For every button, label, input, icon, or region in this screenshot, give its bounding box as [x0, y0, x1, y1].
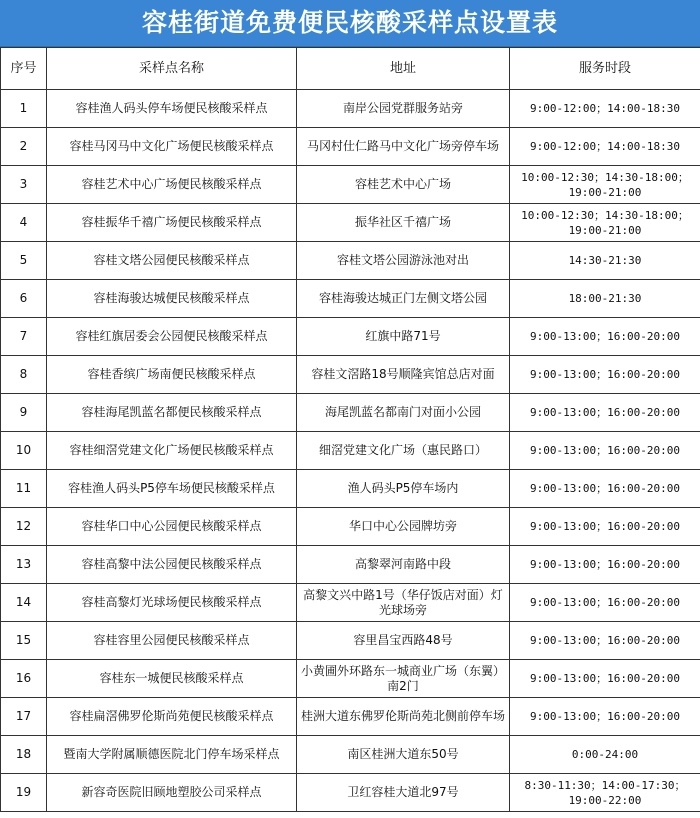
table-row	[1, 394, 700, 432]
table-row	[1, 584, 700, 622]
site-name: 容桂高黎中法公园便民核酸采样点	[47, 546, 297, 584]
service-hours: 8:30-11:30；14:00-17:30；19:00-22:00	[510, 774, 700, 812]
service-hours: 9:00-13:00；16:00-20:00	[510, 356, 700, 394]
service-hours: 10:00-12:30；14:30-18:00；19:00-21:00	[510, 204, 700, 242]
site-address: 容桂文滘路18号顺隆宾馆总店对面	[297, 356, 510, 394]
row-index: 11	[1, 470, 47, 508]
row-index: 4	[1, 204, 47, 242]
site-address: 南区桂洲大道东50号	[297, 736, 510, 774]
row-index: 12	[1, 508, 47, 546]
site-name: 容桂艺术中心广场便民核酸采样点	[47, 166, 297, 204]
table-row	[1, 318, 700, 356]
header-index: 序号	[1, 48, 47, 90]
site-address: 南岸公园党群服务站旁	[297, 90, 510, 128]
site-address: 红旗中路71号	[297, 318, 510, 356]
site-name: 容桂渔人码头停车场便民核酸采样点	[47, 90, 297, 128]
table-row	[1, 280, 700, 318]
site-address: 马冈村仕仁路马中文化广场旁停车场	[297, 128, 510, 166]
table-row	[1, 356, 700, 394]
table-row	[1, 166, 700, 204]
site-address: 振华社区千禧广场	[297, 204, 510, 242]
table-row	[1, 432, 700, 470]
service-hours: 9:00-13:00；16:00-20:00	[510, 432, 700, 470]
table-row	[1, 736, 700, 774]
service-hours: 10:00-12:30；14:30-18:00；19:00-21:00	[510, 166, 700, 204]
site-address: 细滘党建文化广场（惠民路口）	[297, 432, 510, 470]
page-title: 容桂街道免费便民核酸采样点设置表	[0, 0, 700, 47]
site-address: 高黎翠河南路中段	[297, 546, 510, 584]
table-row	[1, 508, 700, 546]
table-row	[1, 128, 700, 166]
site-address: 华口中心公园牌坊旁	[297, 508, 510, 546]
row-index: 19	[1, 774, 47, 812]
row-index: 13	[1, 546, 47, 584]
site-name: 容桂海尾凯蓝名都便民核酸采样点	[47, 394, 297, 432]
row-index: 5	[1, 242, 47, 280]
table-row	[1, 204, 700, 242]
table-row	[1, 622, 700, 660]
service-hours: 9:00-13:00；16:00-20:00	[510, 318, 700, 356]
row-index: 17	[1, 698, 47, 736]
site-address: 容里昌宝西路48号	[297, 622, 510, 660]
sampling-sites-table	[0, 47, 700, 812]
site-name: 容桂香缤广场南便民核酸采样点	[47, 356, 297, 394]
site-address: 小黄圃外环路东一城商业广场（东翼）南2门	[297, 660, 510, 698]
site-address: 海尾凯蓝名都南门对面小公园	[297, 394, 510, 432]
site-name: 容桂文塔公园便民核酸采样点	[47, 242, 297, 280]
row-index: 18	[1, 736, 47, 774]
service-hours: 9:00-13:00；16:00-20:00	[510, 584, 700, 622]
site-name: 容桂扁滘佛罗伦斯尚苑便民核酸采样点	[47, 698, 297, 736]
service-hours: 9:00-13:00；16:00-20:00	[510, 622, 700, 660]
row-index: 14	[1, 584, 47, 622]
row-index: 10	[1, 432, 47, 470]
table-row	[1, 470, 700, 508]
site-address: 高黎文兴中路1号（华仔饭店对面）灯光球场旁	[297, 584, 510, 622]
header-address: 地址	[297, 48, 510, 90]
service-hours: 9:00-13:00；16:00-20:00	[510, 394, 700, 432]
row-index: 16	[1, 660, 47, 698]
service-hours: 9:00-12:00；14:00-18:30	[510, 128, 700, 166]
row-index: 7	[1, 318, 47, 356]
table-row	[1, 660, 700, 698]
row-index: 3	[1, 166, 47, 204]
site-name: 容桂振华千禧广场便民核酸采样点	[47, 204, 297, 242]
table-header-row	[1, 48, 700, 90]
table-row	[1, 546, 700, 584]
site-name: 容桂华口中心公园便民核酸采样点	[47, 508, 297, 546]
table-row	[1, 90, 700, 128]
row-index: 6	[1, 280, 47, 318]
table-row	[1, 698, 700, 736]
row-index: 1	[1, 90, 47, 128]
service-hours: 9:00-13:00；16:00-20:00	[510, 508, 700, 546]
site-address: 渔人码头P5停车场内	[297, 470, 510, 508]
site-name: 容桂容里公园便民核酸采样点	[47, 622, 297, 660]
site-name: 容桂渔人码头P5停车场便民核酸采样点	[47, 470, 297, 508]
site-address: 卫红容桂大道北97号	[297, 774, 510, 812]
site-address: 容桂文塔公园游泳池对出	[297, 242, 510, 280]
row-index: 8	[1, 356, 47, 394]
site-name: 容桂高黎灯光球场便民核酸采样点	[47, 584, 297, 622]
site-name: 容桂东一城便民核酸采样点	[47, 660, 297, 698]
service-hours: 14:30-21:30	[510, 242, 700, 280]
site-name: 容桂海骏达城便民核酸采样点	[47, 280, 297, 318]
site-name: 容桂红旗居委会公园便民核酸采样点	[47, 318, 297, 356]
service-hours: 9:00-12:00；14:00-18:30	[510, 90, 700, 128]
service-hours: 9:00-13:00；16:00-20:00	[510, 546, 700, 584]
row-index: 2	[1, 128, 47, 166]
row-index: 15	[1, 622, 47, 660]
site-address: 容桂海骏达城正门左侧文塔公园	[297, 280, 510, 318]
service-hours: 0:00-24:00	[510, 736, 700, 774]
table-row	[1, 774, 700, 812]
site-address: 容桂艺术中心广场	[297, 166, 510, 204]
site-name: 容桂马冈马中文化广场便民核酸采样点	[47, 128, 297, 166]
service-hours: 9:00-13:00；16:00-20:00	[510, 660, 700, 698]
service-hours: 18:00-21:30	[510, 280, 700, 318]
header-site-name: 采样点名称	[47, 48, 297, 90]
row-index: 9	[1, 394, 47, 432]
site-name: 新容奇医院旧顾地塑胶公司采样点	[47, 774, 297, 812]
service-hours: 9:00-13:00；16:00-20:00	[510, 698, 700, 736]
site-name: 暨南大学附属顺德医院北门停车场采样点	[47, 736, 297, 774]
header-service-hours: 服务时段	[510, 48, 700, 90]
site-address: 桂洲大道东佛罗伦斯尚苑北侧前停车场	[297, 698, 510, 736]
service-hours: 9:00-13:00；16:00-20:00	[510, 470, 700, 508]
table-row	[1, 242, 700, 280]
site-name: 容桂细滘党建文化广场便民核酸采样点	[47, 432, 297, 470]
